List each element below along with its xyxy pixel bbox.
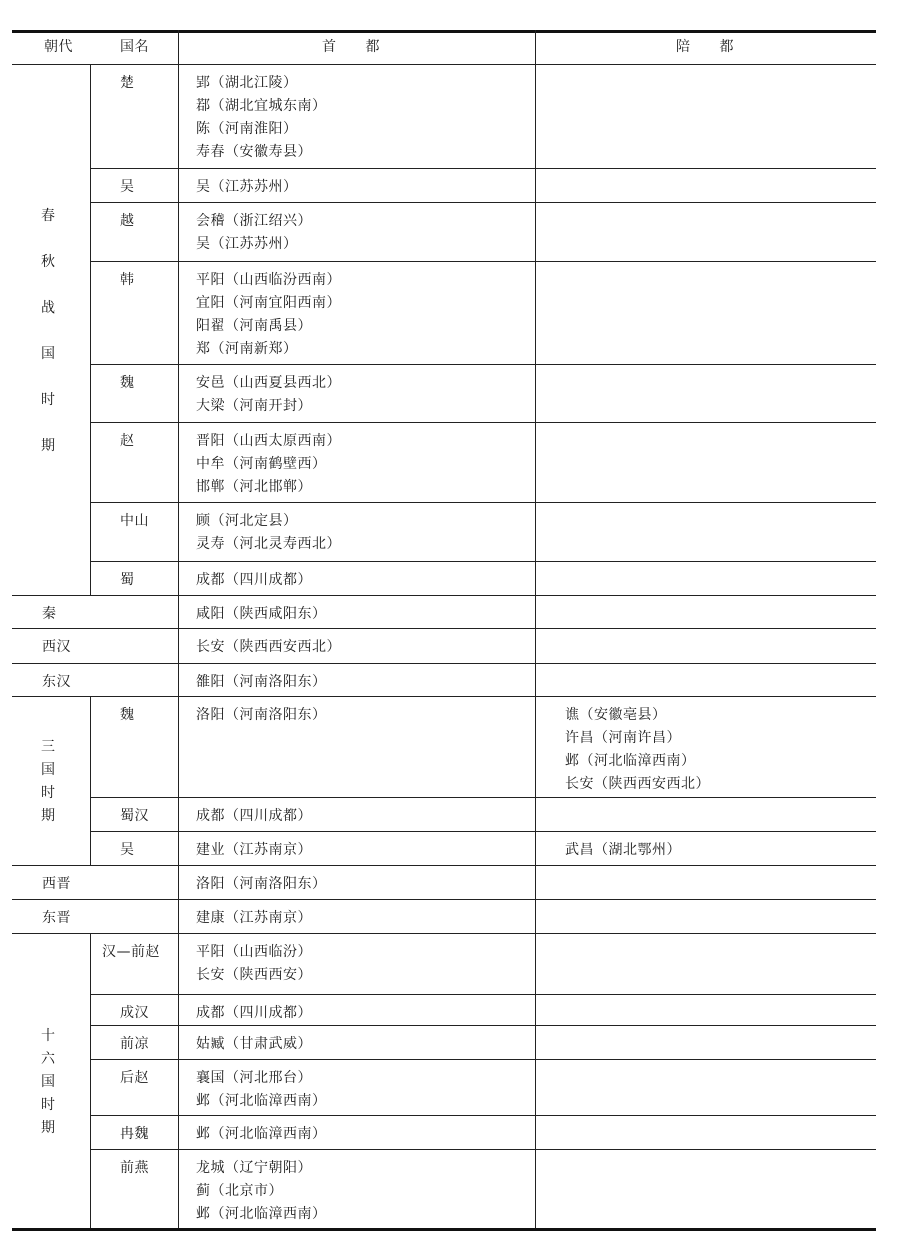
era-label: 西汉 <box>42 639 71 655</box>
header-state: 国名 <box>120 39 149 55</box>
capital-entry: 成都（四川成都） <box>196 572 312 588</box>
row-divider <box>12 865 876 866</box>
secondary-column-divider <box>535 502 536 561</box>
state-column-divider <box>90 422 91 502</box>
secondary-column-divider <box>535 994 536 1025</box>
era-vertical-char: 期 <box>41 1119 55 1136</box>
capital-column-divider <box>178 261 179 364</box>
capital-entry: 阳翟（河南禹县） <box>196 318 312 334</box>
era-vertical-char: 三 <box>41 739 55 755</box>
capital-entry: 灵寿（河北灵寿西北） <box>196 536 341 552</box>
secondary-column-divider <box>535 1149 536 1228</box>
capital-entry: 成都（四川成都） <box>196 808 312 824</box>
secondary-column-divider <box>535 561 536 595</box>
state-column-divider <box>90 364 91 422</box>
secondary-column-divider <box>535 1025 536 1059</box>
capital-entry: 平阳（山西临汾） <box>196 944 312 960</box>
capital-column-divider <box>178 899 179 933</box>
secondary-column-divider <box>535 1059 536 1115</box>
secondary-capital-entry: 许昌（河南许昌） <box>565 730 681 746</box>
header-capital: 首 都 <box>322 39 380 55</box>
capital-entry: 郢（湖北江陵） <box>196 75 298 91</box>
era-vertical-char: 国 <box>41 1073 55 1090</box>
state-column-divider <box>90 202 91 261</box>
capital-column-divider <box>178 561 179 595</box>
capital-entry: 顾（河北定县） <box>196 513 298 529</box>
secondary-capital-entry: 长安（陕西西安西北） <box>565 776 710 792</box>
capital-entry: 蓟（北京市） <box>196 1183 283 1199</box>
capital-column-divider <box>178 994 179 1025</box>
capital-entry: 邯郸（河北邯郸） <box>196 479 312 495</box>
row-divider <box>90 422 876 423</box>
state-name: 冉魏 <box>120 1126 149 1142</box>
capital-column-divider <box>178 628 179 663</box>
secondary-column-divider <box>535 628 536 663</box>
capital-column-divider <box>178 865 179 899</box>
state-column-divider <box>90 797 91 831</box>
row-divider <box>12 696 876 697</box>
state-name: 魏 <box>120 375 135 391</box>
state-column-divider <box>90 994 91 1025</box>
capital-entry: 洛阳（河南洛阳东） <box>196 707 327 723</box>
era-vertical-char: 战 <box>41 299 55 316</box>
row-divider <box>90 1025 876 1026</box>
capital-entry: 郑（河南新郑） <box>196 341 298 357</box>
header-divider-secondary <box>535 30 536 64</box>
capital-column-divider <box>178 933 179 994</box>
secondary-column-divider <box>535 64 536 168</box>
secondary-column-divider <box>535 663 536 696</box>
secondary-column-divider <box>535 595 536 628</box>
capital-column-divider <box>178 202 179 261</box>
capital-column-divider <box>178 422 179 502</box>
secondary-capital-entry: 谯（安徽亳县） <box>565 707 667 723</box>
state-column-divider <box>90 1059 91 1115</box>
header-divider-capital <box>178 30 179 64</box>
state-column-divider <box>90 1149 91 1228</box>
table-top-rule <box>12 30 876 33</box>
capital-column-divider <box>178 696 179 797</box>
capital-entry: 平阳（山西临汾西南） <box>196 272 341 288</box>
era-vertical-char: 期 <box>41 808 55 824</box>
row-divider <box>90 831 876 832</box>
row-divider <box>12 899 876 900</box>
capital-entry: 长安（陕西西安） <box>196 967 312 983</box>
era-label: 秦 <box>42 606 57 622</box>
secondary-column-divider <box>535 261 536 364</box>
capital-column-divider <box>178 1115 179 1149</box>
state-name: 汉—前赵 <box>102 944 160 960</box>
capital-entry: 咸阳（陕西咸阳东） <box>196 606 327 622</box>
capital-column-divider <box>178 364 179 422</box>
state-name: 魏 <box>120 707 135 723</box>
era-vertical-char: 时 <box>41 391 55 408</box>
capital-entry: 邺（河北临漳西南） <box>196 1206 327 1222</box>
row-divider <box>90 994 876 995</box>
state-column-divider <box>90 64 91 168</box>
secondary-capital-entry: 武昌（湖北鄂州） <box>565 842 681 858</box>
state-column-divider <box>90 502 91 561</box>
secondary-column-divider <box>535 422 536 502</box>
row-divider <box>12 663 876 664</box>
era-vertical-char: 时 <box>41 1096 55 1113</box>
state-name: 吴 <box>120 842 135 858</box>
era-label: 西晋 <box>42 876 71 892</box>
capital-entry: 建业（江苏南京） <box>196 842 312 858</box>
era-label: 东晋 <box>42 910 71 926</box>
table-bottom-rule <box>12 1228 876 1231</box>
capital-entry: 会稽（浙江绍兴） <box>196 213 312 229</box>
era-vertical-char: 六 <box>41 1050 55 1067</box>
secondary-column-divider <box>535 797 536 831</box>
capital-entry: 建康（江苏南京） <box>196 910 312 926</box>
secondary-column-divider <box>535 202 536 261</box>
secondary-column-divider <box>535 831 536 865</box>
capital-column-divider <box>178 595 179 628</box>
row-divider <box>12 595 876 596</box>
state-column-divider <box>90 1115 91 1149</box>
row-divider <box>90 561 876 562</box>
state-name: 楚 <box>120 75 135 91</box>
state-column-divider <box>90 561 91 595</box>
row-divider <box>90 1149 876 1150</box>
capital-entry: 吴（江苏苏州） <box>196 179 298 195</box>
state-column-divider <box>90 1025 91 1059</box>
capital-entry: 中牟（河南鹤壁西） <box>196 456 327 472</box>
era-vertical-char: 秋 <box>41 253 55 270</box>
capital-entry: 吴（江苏苏州） <box>196 236 298 252</box>
capital-entry: 大梁（河南开封） <box>196 398 312 414</box>
capital-entry: 晋阳（山西太原西南） <box>196 433 341 449</box>
state-name: 韩 <box>120 272 135 288</box>
era-vertical-char: 春 <box>41 207 55 224</box>
capital-entry: 邺（河北临漳西南） <box>196 1093 327 1109</box>
era-vertical-char: 十 <box>41 1027 55 1044</box>
capital-entry: 襄国（河北邢台） <box>196 1070 312 1086</box>
state-column-divider <box>90 261 91 364</box>
capital-column-divider <box>178 831 179 865</box>
secondary-column-divider <box>535 1115 536 1149</box>
capital-column-divider <box>178 797 179 831</box>
capital-column-divider <box>178 168 179 202</box>
capital-entry: 洛阳（河南洛阳东） <box>196 876 327 892</box>
secondary-column-divider <box>535 899 536 933</box>
state-name: 越 <box>120 213 135 229</box>
capital-entry: 寿春（安徽寿县） <box>196 144 312 160</box>
row-divider <box>90 168 876 169</box>
capital-entry: 陈（河南淮阳） <box>196 121 298 137</box>
secondary-column-divider <box>535 364 536 422</box>
capital-entry: 长安（陕西西安西北） <box>196 639 341 655</box>
state-name: 蜀 <box>120 572 135 588</box>
capital-column-divider <box>178 1059 179 1115</box>
state-name: 吴 <box>120 179 135 195</box>
state-name: 成汉 <box>120 1005 149 1021</box>
row-divider <box>12 628 876 629</box>
capital-entry: 邺（河北临漳西南） <box>196 1126 327 1142</box>
capital-column-divider <box>178 64 179 168</box>
state-column-divider <box>90 933 91 994</box>
secondary-column-divider <box>535 933 536 994</box>
state-name: 后赵 <box>120 1070 149 1086</box>
state-name: 赵 <box>120 433 135 449</box>
era-vertical-char: 国 <box>41 762 55 778</box>
capital-entry: 雒阳（河南洛阳东） <box>196 674 327 690</box>
row-divider <box>90 797 876 798</box>
capital-column-divider <box>178 1025 179 1059</box>
row-divider <box>90 364 876 365</box>
state-name: 前凉 <box>120 1036 149 1052</box>
capital-column-divider <box>178 502 179 561</box>
capital-entry: 龙城（辽宁朝阳） <box>196 1160 312 1176</box>
state-name: 蜀汉 <box>120 808 149 824</box>
capital-entry: 鄀（湖北宜城东南） <box>196 98 327 114</box>
row-divider <box>90 502 876 503</box>
row-divider <box>90 261 876 262</box>
era-vertical-char: 期 <box>41 437 55 454</box>
row-divider <box>90 202 876 203</box>
era-vertical-char: 国 <box>41 345 55 362</box>
capital-entry: 宜阳（河南宜阳西南） <box>196 295 341 311</box>
row-divider <box>12 933 876 934</box>
state-name: 前燕 <box>120 1160 149 1176</box>
row-divider <box>90 1115 876 1116</box>
era-vertical-char: 时 <box>41 785 55 801</box>
secondary-column-divider <box>535 865 536 899</box>
header-era: 朝代 <box>44 39 73 55</box>
capital-column-divider <box>178 663 179 696</box>
capital-entry: 姑臧（甘肃武威） <box>196 1036 312 1052</box>
header-divider <box>12 64 876 65</box>
secondary-column-divider <box>535 168 536 202</box>
state-column-divider <box>90 831 91 865</box>
header-secondary: 陪 都 <box>676 39 734 55</box>
capital-entry: 成都（四川成都） <box>196 1005 312 1021</box>
secondary-column-divider <box>535 696 536 797</box>
secondary-capital-entry: 邺（河北临漳西南） <box>565 753 696 769</box>
state-column-divider <box>90 168 91 202</box>
capital-entry: 安邑（山西夏县西北） <box>196 375 341 391</box>
capital-column-divider <box>178 1149 179 1228</box>
row-divider <box>90 1059 876 1060</box>
state-name: 中山 <box>120 513 149 529</box>
state-column-divider <box>90 696 91 797</box>
era-label: 东汉 <box>42 674 71 690</box>
